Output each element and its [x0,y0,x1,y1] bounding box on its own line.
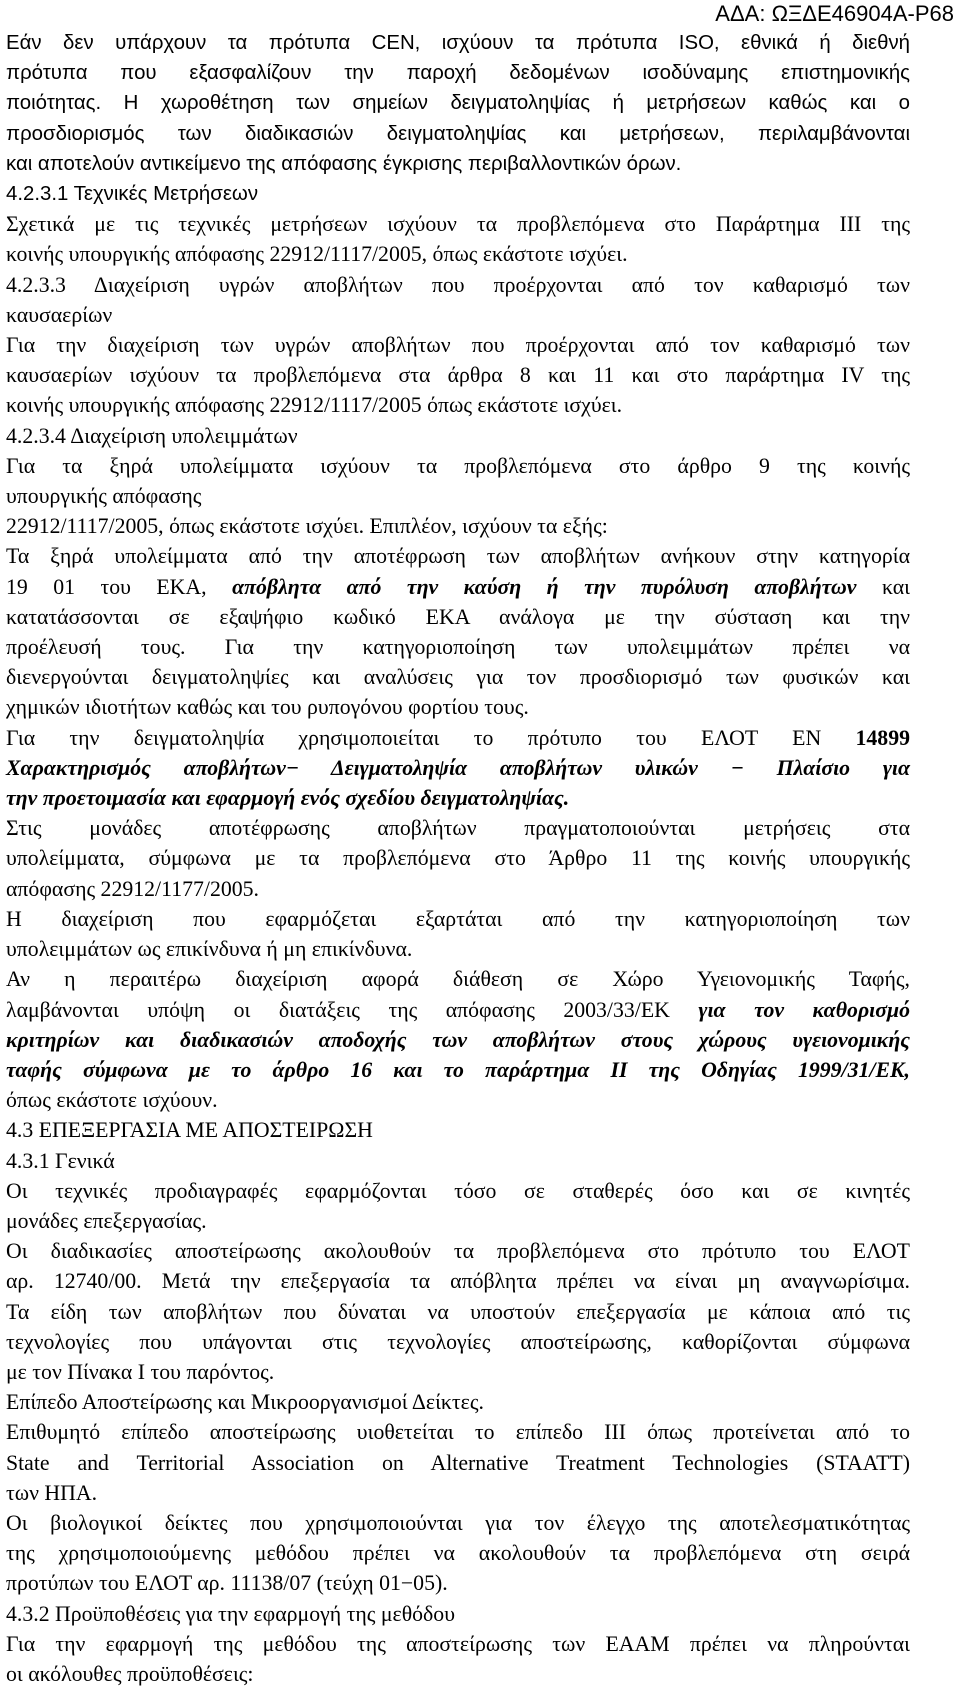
text-line: ποιότητας. Η χωροθέτηση των σημείων δειγματοληψίας ή μετρήσεων καθώς και ο [6,92,910,115]
emphasis-text: για τον καθορισμό [698,997,911,1022]
text-line: όπως εκάστοτε ισχύουν. [6,1088,218,1113]
emphasis-line: κριτηρίων και διαδικασιών αποδοχής των αποβλήτων στους χώρους υγειονομικής [6,1027,910,1052]
section-heading-4233-cont: καυσαερίων [6,302,113,327]
text-line [6,995,910,1025]
text-run: λαμβάνονται υπόψη οι διατάξεις της απόφασης 2003/33/ΕΚ [6,997,670,1022]
text-line: Οι διαδικασίες αποστείρωσης ακολουθούν τα προβλεπόμενα στο πρότυπο του ΕΛΟΤ [6,1239,910,1264]
text-line: υπολείμματα, σύμφωνα με τα προβλεπόμενα στο Άρθρο 11 της κοινής υπουργικής [6,846,910,871]
ada-code: ΑΔΑ: ΩΞΔΕ46904Α-Ρ68 [715,1,954,26]
text-run: Για την δειγματοληψία χρησιμοποιείται το πρότυπο του ΕΛΟΤ ΕΝ [6,725,822,750]
text-line: με τον Πίνακα Ι του παρόντος. [6,1359,275,1384]
text-line: Οι βιολογικοί δείκτες που χρησιμοποιούνται για τον έλεγχο της αποτελεσματικότητας [6,1510,910,1535]
text-line: κοινής υπουργικής απόφασης 22912/1117/2005 όπως εκάστοτε ισχύει. [6,393,623,418]
text-line: προτύπων του ΕΛΟΤ αρ. 11138/07 (τεύχη 01−05). [6,1571,448,1596]
text-run: και [881,574,911,599]
text-line: διενεργούνται δειγματοληψίες και αναλύσεις για τον προσδιορισμό των φυσικών και [6,665,910,690]
standard-title: Χαρακτηρισμός αποβλήτων− Δειγματοληψία αποβλήτων υλικών − Πλαίσιο για [6,755,910,780]
intro-paragraph [6,28,910,209]
section-heading-431: 4.3.1 Γενικά [6,1148,115,1173]
section-heading-4234: 4.2.3.4 Διαχείριση υπολειμμάτων [6,423,298,448]
text-line: τεχνολογίες που υπάγονται στις τεχνολογίες αποστείρωσης, καθορίζονται σύμφωνα [6,1329,910,1354]
text-line: προσδιορισμός των διαδικασιών δειγματοληψίας και μετρήσεων, περιλαμβάνονται [6,122,910,145]
text-line: της χρησιμοποιούμενης μεθόδου πρέπει να ακολουθούν τα προβλεπόμενα στη σειρά [6,1541,910,1566]
text-line: Στις μονάδες αποτέφρωσης αποβλήτων πραγματοποιούνται μετρήσεις στα [6,816,910,841]
text-line: υπολειμμάτων ως επικίνδυνα ή μη επικίνδυνα. [6,937,413,962]
text-line: χημικών ιδιοτήτων καθώς και του ρυπογόνου φορτίου τους. [6,695,529,720]
text-line: Η διαχείριση που εφαρμόζεται εξαρτάται από την κατηγοριοποίηση των [6,906,910,931]
text-line [6,572,910,602]
section-heading-43: 4.3 ΕΠΕΞΕΡΓΑΣΙΑ ΜΕ ΑΠΟΣΤΕΙΡΩΣΗ [6,1118,373,1143]
text-line: Για την εφαρμογή της μεθόδου της αποστείρωσης των ΕΑΑΜ πρέπει να πληρούνται [6,1631,910,1656]
standard-title-cont: την προετοιμασία και εφαρμογή ενός σχεδίου δειγματοληψίας. [6,786,570,811]
text-line: Τα είδη των αποβλήτων που δύναται να υποστούν επεξεργασία με κάποια από τις [6,1299,910,1324]
section-heading-4233: 4.2.3.3 Διαχείριση υγρών αποβλήτων που προέρχονται από τον καθαρισμό των [6,272,910,297]
text-line: απόφασης 22912/1177/2005. [6,876,259,901]
text-line: προέλευσή τους. Για την κατηγοριοποίηση των υπολειμμάτων πρέπει να [6,635,910,660]
section-heading-4231: 4.2.3.1 Τεχνικές Μετρήσεων [6,183,259,206]
text-line: Επιθυμητό επίπεδο αποστείρωσης υιοθετείται το επίπεδο ΙΙΙ όπως προτείνεται από το [6,1420,910,1445]
text-line [6,723,910,753]
text-line: οι ακόλουθες προϋποθέσεις: [6,1661,254,1686]
text-line: μονάδες επεξεργασίας. [6,1208,207,1233]
document-page [6,28,910,1689]
text-line: Σχετικά με τις τεχνικές μετρήσεων ισχύουν τα προβλεπόμενα στο Παράρτημα ΙΙΙ της [6,212,910,237]
text-line: Εάν δεν υπάρχουν τα πρότυπα CEN, ισχύουν τα πρότυπα ISO, εθνικά ή διεθνή [6,32,910,54]
text-line: κατατάσσονται σε εξαψήφιο κωδικό ΕΚΑ ανάλογα με την σύσταση και την [6,604,910,629]
text-line: Για τα ξηρά υπολείμματα ισχύουν τα προβλεπόμενα στο άρθρο 9 της κοινής [6,453,910,478]
section-4231-body [6,209,910,1689]
text-line: καυσαερίων ισχύουν τα προβλεπόμενα στα άρθρα 8 και 11 και στο παράρτημα IV της [6,363,910,388]
text-line: πρότυπα που εξασφαλίζουν την παροχή δεδομένων ισοδύναμης επιστημονικής [6,62,910,85]
text-line: αρ. 12740/00. Μετά την επεξεργασία τα απόβλητα πρέπει να είναι μη αναγνωρίσιμα. [6,1269,910,1294]
standard-number: 14899 [855,725,910,750]
section-heading-432: 4.3.2 Προϋποθέσεις για την εφαρμογή της μεθόδου [6,1601,455,1626]
emphasis-text: απόβλητα από την καύση ή την πυρόλυση αποβλήτων [232,574,857,599]
text-line: των ΗΠΑ. [6,1480,98,1505]
text-line: υπουργικής απόφασης [6,484,202,509]
text-line: Οι τεχνικές προδιαγραφές εφαρμόζονται τόσο σε σταθερές όσο και σε κινητές [6,1178,910,1203]
text-line: 22912/1117/2005, όπως εκάστοτε ισχύει. Επιπλέον, ισχύουν τα εξής: [6,514,608,539]
text-line: State and Territorial Association on Alternative Treatment Technologies (STAATT) [6,1450,910,1475]
text-line: και αποτελούν αντικείμενο της απόφασης έγκρισης περιβαλλοντικών όρων. [6,152,682,175]
text-line: Τα ξηρά υπολείμματα από την αποτέφρωση των αποβλήτων ανήκουν στην κατηγορία [6,544,910,569]
text-line: κοινής υπουργικής απόφασης 22912/1117/2005, όπως εκάστοτε ισχύει. [6,242,628,267]
text-line: Επίπεδο Αποστείρωσης και Μικροοργανισμοί Δείκτες. [6,1390,484,1415]
text-line: Για την διαχείριση των υγρών αποβλήτων που προέρχονται από τον καθαρισμό των [6,333,910,358]
text-run: 19 01 του ΕΚΑ, [6,574,207,599]
emphasis-line: ταφής σύμφωνα με το άρθρο 16 και το παράρτημα ΙΙ της Οδηγίας 1999/31/ΕΚ, [6,1057,910,1082]
text-line: Αν η περαιτέρω διαχείριση αφορά διάθεση σε Χώρο Υγειονομικής Ταφής, [6,967,910,992]
